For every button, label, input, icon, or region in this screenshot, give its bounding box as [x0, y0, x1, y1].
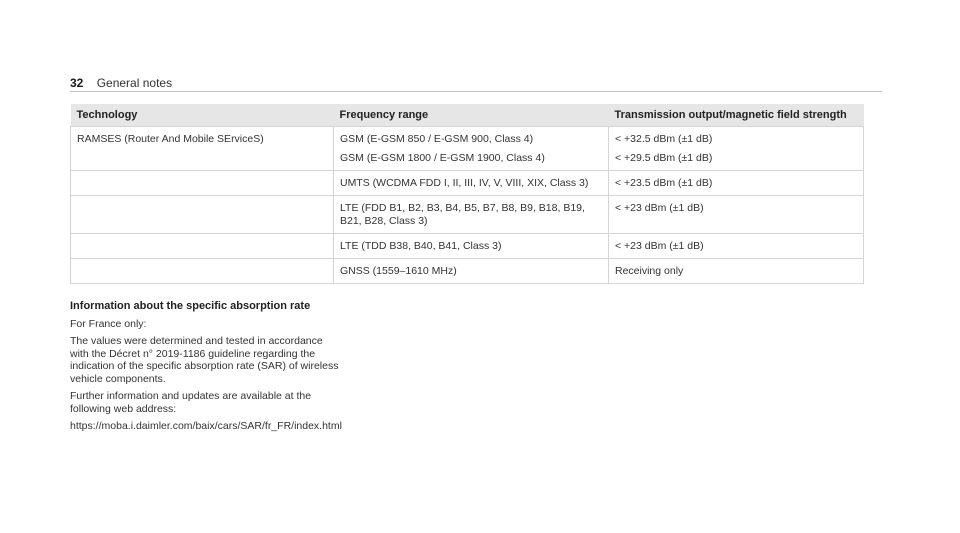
table-row	[71, 259, 864, 284]
header-rule	[70, 91, 882, 92]
table-row	[71, 234, 864, 259]
transmission-spec-table	[70, 104, 864, 284]
info-paragraph: Further information and updates are available at the following web address:	[70, 390, 312, 415]
cell-output	[609, 234, 864, 259]
frequency-line: GSM (E-GSM 850 / E-GSM 900, Class 4)	[340, 133, 534, 145]
info-paragraph: The values were determined and tested in accordance with the Décret n° 2019-1186 guideline regarding the indication of the specific absorption rate (SAR) of wireless vehicle components.	[70, 335, 339, 385]
cell-output	[609, 127, 864, 171]
output-line: Receiving only	[615, 265, 684, 277]
cell-frequency	[334, 127, 609, 171]
column-header-frequency: Frequency range	[334, 104, 609, 127]
sar-web-address: https://moba.i.daimler.com/baix/cars/SAR/fr_FR/index.html	[70, 420, 342, 432]
frequency-line: GSM (E-GSM 1800 / E-GSM 1900, Class 4)	[340, 152, 545, 164]
cell-frequency	[334, 196, 609, 234]
sar-information-section	[70, 300, 340, 438]
cell-technology	[71, 259, 334, 284]
cell-technology	[71, 196, 334, 234]
table-row	[71, 127, 864, 171]
cell-frequency	[334, 259, 609, 284]
table-header-row	[71, 104, 864, 127]
cell-output	[609, 196, 864, 234]
cell-technology	[71, 234, 334, 259]
cell-output	[609, 259, 864, 284]
page-number: 32	[70, 76, 84, 90]
section-title: General notes	[96, 76, 173, 90]
frequency-line: UMTS (WCDMA FDD I, II, III, IV, V, VIII, XIX, Class 3)	[340, 177, 589, 189]
output-line: < +23 dBm (±1 dB)	[615, 202, 704, 214]
frequency-line: LTE (TDD B38, B40, B41, Class 3)	[340, 240, 502, 252]
table-row	[71, 196, 864, 234]
output-line: < +29.5 dBm (±1 dB)	[615, 152, 713, 164]
column-header-output: Transmission output/magnetic field strength	[609, 104, 864, 127]
column-header-technology: Technology	[71, 104, 334, 127]
cell-frequency	[334, 171, 609, 196]
frequency-line: GNSS (1559–1610 MHz)	[340, 265, 457, 277]
table-row	[71, 171, 864, 196]
cell-technology: RAMSES (Router And Mobile SErviceS)	[71, 127, 334, 171]
info-paragraph: For France only:	[70, 317, 147, 330]
section-heading: Information about the specific absorption rate	[70, 300, 311, 312]
output-line: < +23 dBm (±1 dB)	[615, 240, 704, 252]
page-header	[70, 76, 172, 90]
cell-frequency	[334, 234, 609, 259]
output-line: < +23.5 dBm (±1 dB)	[615, 177, 713, 189]
cell-output	[609, 171, 864, 196]
frequency-line: LTE (FDD B1, B2, B3, B4, B5, B7, B8, B9, B18, B19, B21, B28, Class 3)	[340, 202, 585, 227]
cell-technology	[71, 171, 334, 196]
output-line: < +32.5 dBm (±1 dB)	[615, 133, 713, 145]
